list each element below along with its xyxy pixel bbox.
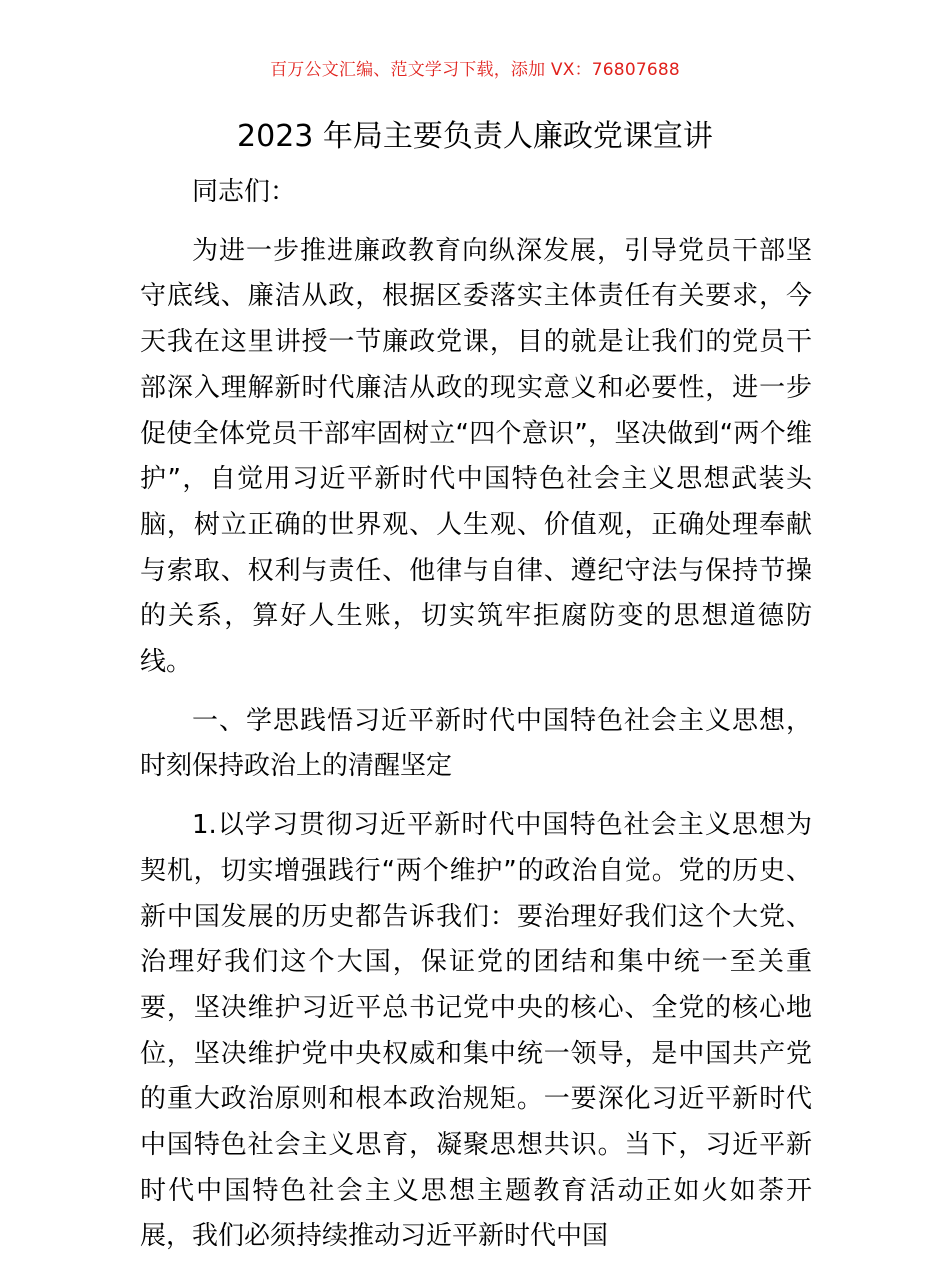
paragraph-intro: 为进一步推进廉政教育向纵深发展，引导党员干部坚守底线、廉洁从政，根据区委落实主体责任有关要求，今天我在这里讲授一节廉政党课，目的就是让我们的党员干部深入理解新时代廉洁从政的现实意义和必要性，进一步促使全体党员干部牢固树立“四个意识”，坚决做到“两个维护”，自觉用习近平新时代中国特色社会主义思想武装头脑，树立正确的世界观、人生观、价值观，正确处理奉献与索取、权利与责任、他律与自律、遵纪守法与保持节操的关系，算好人生账，切实筑牢拒腐防变的思想道德防线。	[140, 235, 812, 678]
header-note: 百万公文汇编、范文学习下载，添加 VX：76807688	[270, 60, 680, 80]
paragraph-point-1: 1.以学习贯彻习近平新时代中国特色社会主义思想为契机，切实增强践行“两个维护”的政治自觉。党的历史、新中国发展的历史都告诉我们：要治理好我们这个大党、治理好我们这个大国，保证党的团结和集中统一至关重要，坚决维护习近平总书记党中央的核心、全党的核心地位，坚决维护党中央权威和集中统一领导，是中国共产党的重大政治原则和根本政治规矩。一要深化习近平新时代中国特色社会主义思育，凝聚思想共识。当下，习近平新时代中国特色社会主义思想主题教育活动正如火如荼开展，我们必须持续推动习近平新时代中国	[140, 810, 812, 1252]
section-heading-1: 一、学思践悟习近平新时代中国特色社会主义思想，时刻保持政治上的清醒坚定	[140, 705, 812, 782]
salutation: 同志们：	[192, 177, 297, 207]
document-body	[140, 170, 812, 1273]
document-title: 2023 年局主要负责人廉政党课宣讲	[237, 119, 713, 154]
